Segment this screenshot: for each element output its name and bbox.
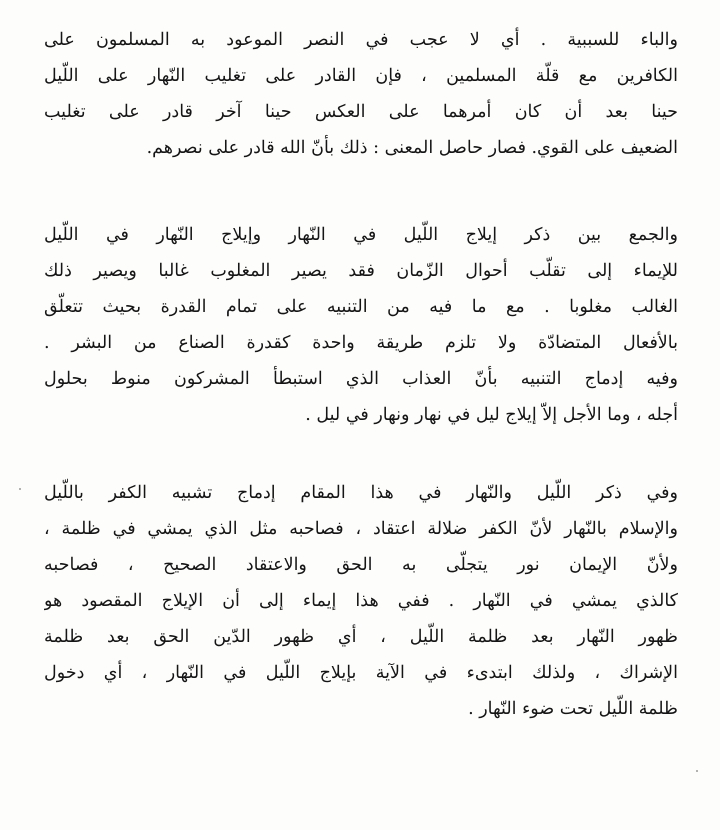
text-line: للإيماء إلى تقلّب أحوال الزّمان فقد يصير المغلوب غالبا ويصير ذلك	[44, 261, 678, 281]
paragraph-1	[44, 22, 678, 166]
text-line: الإشراك ، ولذلك ابتدىء في الآية بإيلاج اللّيل في النّهار ، أي دخول	[44, 663, 678, 683]
text-line: ظهور النّهار بعد ظلمة اللّيل ، أي ظهور الدّين الحق بعد ظلمة	[44, 627, 678, 647]
scan-speck	[19, 488, 21, 490]
paragraph-3	[44, 475, 678, 727]
scan-speck	[696, 770, 698, 772]
text-line: ولأنّ الإيمان نور يتجلّى به الحق والاعتقاد الصحيح ، فصاحبه	[44, 555, 678, 575]
text-line: الغالب مغلوبا . مع ما فيه من التنبيه على تمام القدرة بحيث تتعلّق	[44, 297, 678, 317]
text-line: والجمع بين ذكر إيلاج اللّيل في النّهار وإيلاج النّهار في اللّيل	[44, 225, 678, 245]
text-line: كالذي يمشي في النّهار . ففي هذا إيماء إلى أن الإيلاج المقصود هو	[44, 591, 678, 611]
text-line: حينا بعد أن كان أمرهما على العكس حينا آخر قادر على تغليب	[44, 102, 678, 122]
text-line: والباء للسببية . أي لا عجب في النصر الموعود به المسلمون على	[44, 30, 678, 50]
text-line: ظلمة اللّيل تحت ضوء النّهار .	[468, 699, 678, 719]
text-line: الكافرين مع قلّة المسلمين ، فإن القادر على تغليب النّهار على اللّيل	[44, 66, 678, 86]
text-line: الضعيف على القوي. فصار حاصل المعنى : ذلك بأنّ الله قادر على نصرهم.	[146, 138, 678, 158]
text-line: وفيه إدماج التنبيه بأنّ العذاب الذي استبطأ المشركون منوط بحلول	[44, 369, 678, 389]
text-line: أجله ، وما الأجل إلاّ إيلاج ليل في نهار ونهار في ليل .	[305, 405, 678, 425]
paragraph-2	[44, 217, 678, 433]
text-line: والإسلام بالنّهار لأنّ الكفر ضلالة اعتقاد ، فصاحبه مثل الذي يمشي في ظلمة ،	[44, 519, 678, 539]
text-line: وفي ذكر اللّيل والنّهار في هذا المقام إدماج تشبيه الكفر باللّيل	[44, 483, 678, 503]
text-line: بالأفعال المتضادّة ولا تلزم طريقة واحدة كقدرة الصناع من البشر .	[44, 333, 678, 353]
